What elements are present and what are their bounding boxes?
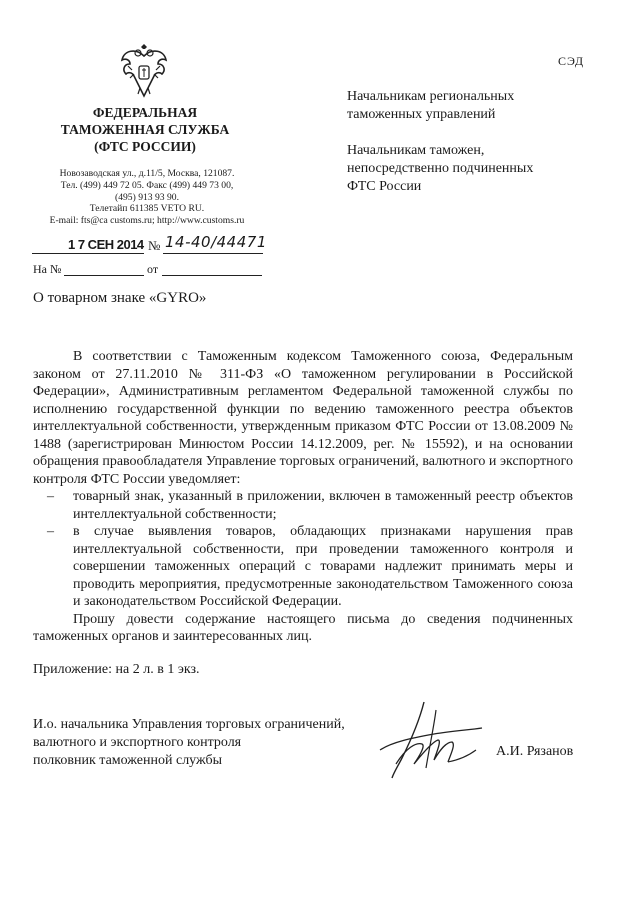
list-dash: – [47, 489, 54, 504]
organization-address [22, 168, 272, 227]
attachment-note: Приложение: на 2 л. в 1 экз. [33, 662, 200, 677]
position-line: И.о. начальника Управления торговых ограничений, [33, 717, 345, 732]
document-date: 1 7 СЕН 2014 [68, 237, 144, 252]
recipient-line: таможенных управлений [347, 107, 496, 122]
body-closing-paragraph: Прошу довести содержание настоящего письма до сведения подчиненных таможенных органов и заинтересованных лиц. [33, 611, 573, 644]
list-dash: – [47, 524, 54, 539]
reference-number-line [64, 275, 144, 276]
address-line: E-mail: fts@ca customs.ru; http://www.customs.ru [49, 215, 245, 227]
recipient-block-regional [347, 88, 514, 124]
signatory-position [33, 716, 345, 770]
list-item-text: в случае выявления товаров, обладающих признаками нарушения прав интеллектуальной собственности, при проведении таможенного контроля и совершении таможенных операций с товарами надлежит принимать меры и проводить мероприятия, предусмотренные законодательством Таможенного союза и законодательством Российской Федерации. [73, 524, 573, 609]
number-label: № [148, 238, 161, 253]
list-item-text: товарный знак, указанный в приложении, включен в таможенный реестр объектов интеллектуальной собственности; [73, 489, 573, 522]
recipient-line: Начальникам таможен, [347, 143, 485, 158]
date-underline [32, 253, 144, 254]
recipient-line: ФТС России [347, 179, 422, 194]
sed-marker: СЭД [558, 54, 585, 68]
reference-date-label: от [147, 262, 159, 276]
recipient-line: Начальникам региональных [347, 89, 515, 104]
body-intro-paragraph: В соответствии с Таможенным кодексом Таможенного союза, Федеральным законом от 27.11.2010 № 311-ФЗ «О таможенном регулировании в Российской Федерации», Административным регламентом Федеральной таможенной службы по исполнению государственной функции по ведению таможенного реестра объектов интеллектуальной собственности, утвержденным приказом ФТС России от 13.08.2009 № 1488 (зарегистрирован Минюстом России 14.12.2009, рег. № 15592), и на основании обращения правообладателя Управление торговых ограничений, валютного и экспортного контроля ФТС России уведомляет: [33, 349, 573, 487]
address-line: Тел. (499) 449 72 05. Факс (499) 449 73 00, [60, 179, 234, 191]
list-item [33, 488, 573, 523]
recipient-block-customs [347, 142, 533, 196]
coat-of-arms-emblem [118, 44, 170, 100]
reference-date-line [162, 275, 262, 276]
organization-name [40, 104, 250, 155]
letter-subject: О товарном знаке «GYRO» [33, 290, 207, 306]
address-line: Телетайп 611385 VETO RU. [89, 203, 205, 215]
recipient-line: непосредственно подчиненных [347, 161, 534, 176]
regnum-underline [163, 253, 263, 254]
position-line: валютного и экспортного контроля [33, 735, 242, 750]
registration-number: 14-40/44471 [165, 233, 267, 251]
address-line: Новозаводская ул., д.11/5, Москва, 121087. [59, 168, 235, 179]
address-line: (495) 913 93 90. [115, 191, 179, 203]
org-line: ТАМОЖЕННАЯ СЛУЖБА [60, 122, 230, 137]
handwritten-signature [372, 698, 492, 788]
org-line: (ФТС РОССИИ) [94, 139, 196, 154]
signatory-name: А.И. Рязанов [496, 744, 574, 759]
position-line: полковник таможенной службы [33, 753, 223, 768]
letter-body [33, 348, 573, 646]
org-line: ФЕДЕРАЛЬНАЯ [92, 105, 198, 120]
reference-number-label: На № [33, 262, 62, 276]
list-item [33, 523, 573, 611]
